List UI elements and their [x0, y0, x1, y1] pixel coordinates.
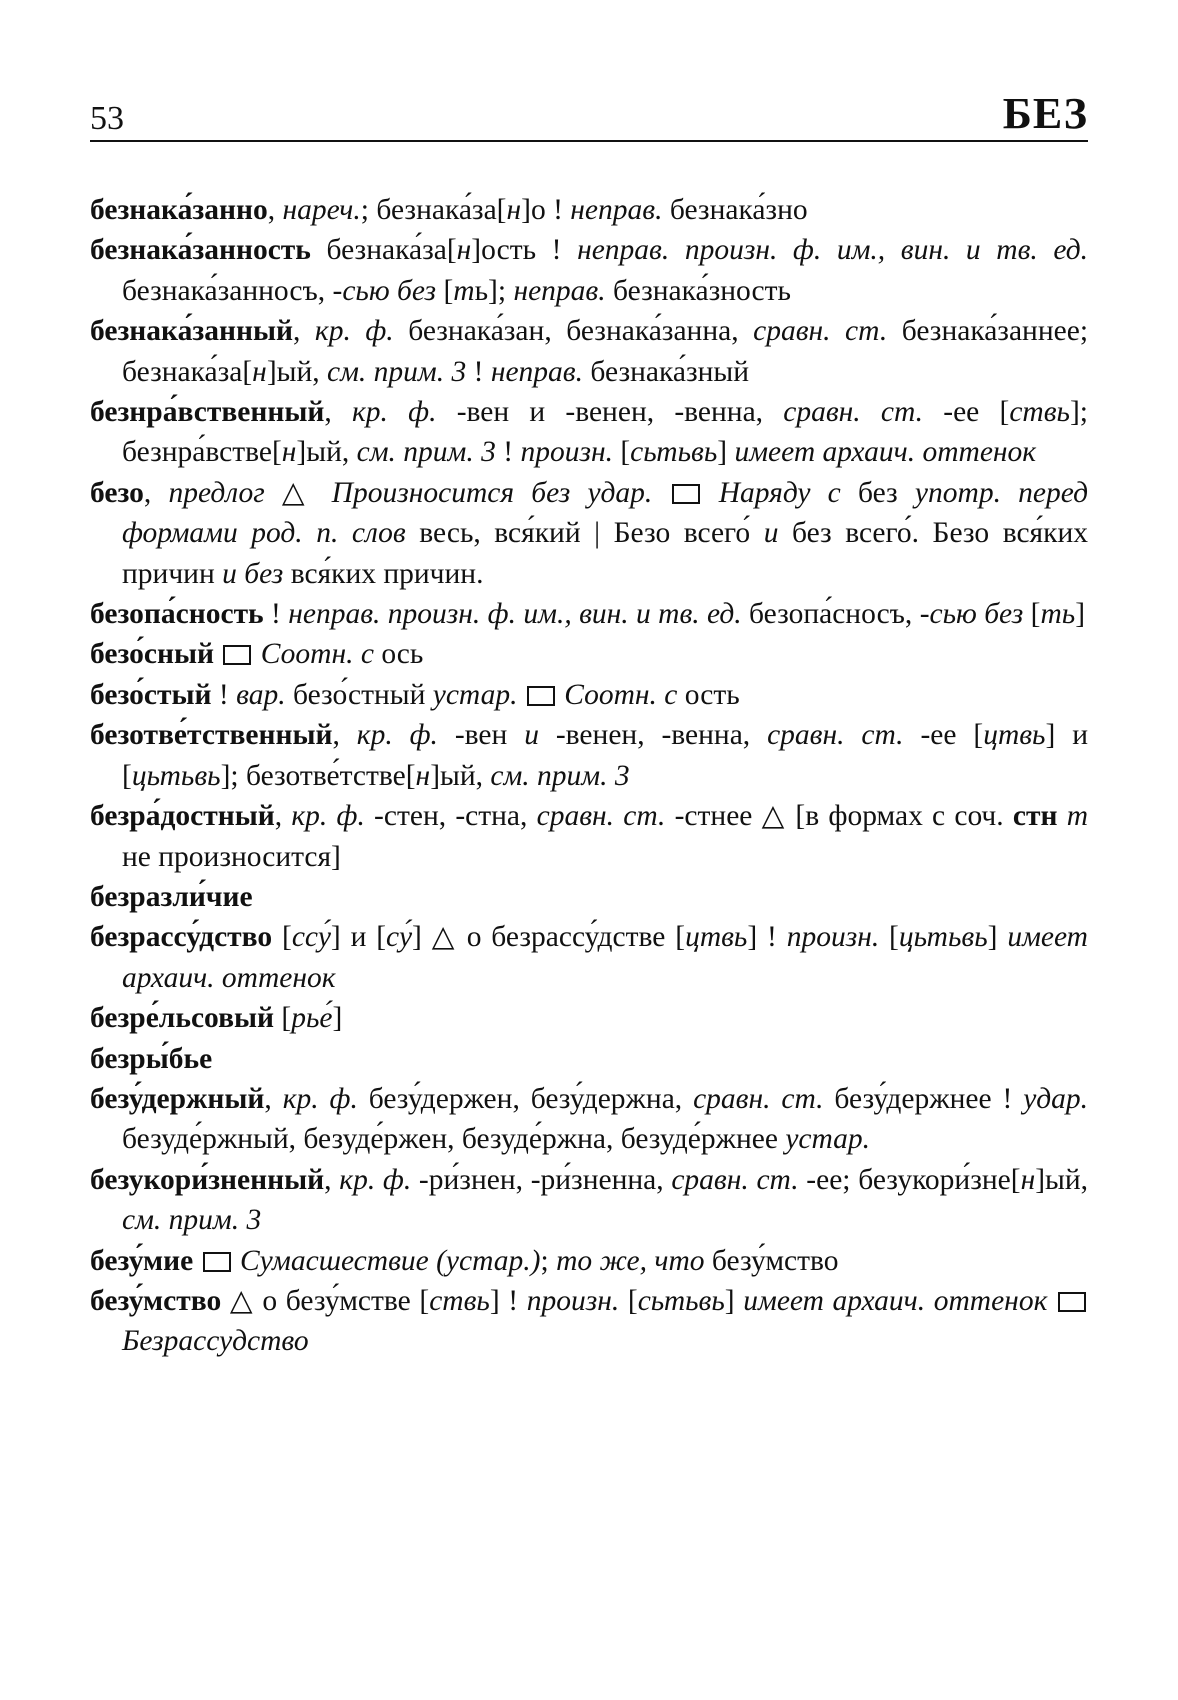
italic-note: см. прим. 3 [122, 1204, 262, 1237]
italic-note: сравн. ст. [671, 1163, 799, 1196]
italic-note: неправ. [513, 274, 606, 307]
italic-note: ть [1040, 598, 1076, 631]
entry-headword: безотве́тственный [90, 719, 333, 752]
entry-text [1047, 1285, 1056, 1317]
entry-headword: безо́сный [90, 638, 215, 671]
entry-text [702, 477, 719, 509]
entry-text: безнака́за[ [310, 234, 457, 267]
entry-text: ]ый, [1035, 1163, 1089, 1196]
italic-note: устар. [785, 1123, 871, 1156]
italic-note: кр. ф. [282, 1082, 358, 1115]
entry-text: ! [211, 678, 237, 711]
entry-text: безнака́зан, безнака́занна, [393, 315, 754, 348]
page-number: 53 [90, 100, 124, 137]
italic-note: то же, что [556, 1244, 705, 1277]
italic-note: -сью без [919, 598, 1024, 631]
dictionary-entry [90, 1281, 1088, 1362]
dictionary-entry [90, 998, 1088, 1038]
entry-text: -ри́знен, -ри́зненна, [411, 1163, 672, 1196]
italic-note: су́ [386, 921, 413, 954]
italic-note: ствь [429, 1284, 490, 1317]
entry-text: , [274, 800, 292, 833]
entry-text: ] и [ [122, 719, 1088, 792]
entry-text: ]ость ! [471, 234, 578, 267]
dictionary-entry [90, 190, 1088, 230]
entry-text: , [332, 719, 357, 752]
entry-text [517, 679, 524, 711]
entry-text: ] [724, 1284, 744, 1317]
entry-text: безнака́зный [583, 355, 750, 388]
entry-text: ! [466, 355, 491, 388]
entry-text: , [143, 476, 169, 509]
italic-note: и [763, 517, 779, 550]
entry-text: ]; безотве́тстве[ [220, 759, 416, 792]
italic-note: ствь [1009, 396, 1070, 429]
entry-text [233, 1245, 240, 1277]
italic-note: н [415, 759, 431, 792]
italic-note: имеет архаич. оттенок [122, 921, 1088, 994]
italic-note: см. прим. 3 [490, 759, 630, 792]
italic-note: удар. [1023, 1082, 1089, 1115]
entry-text: не произносится] [122, 840, 341, 873]
entry-text: , [324, 1163, 340, 1196]
entry-text: безо́стный [285, 678, 433, 711]
entry-headword: безукори́зненный [90, 1163, 325, 1196]
italic-note: т [453, 274, 475, 307]
italic-note: неправ. произн. ф. им., вин. и тв. ед. [577, 234, 1088, 267]
entry-text: безнака́заннее; безнака́за[ [122, 315, 1089, 388]
entry-headword: безнака́занно [90, 194, 268, 226]
box-symbol-icon [1058, 1292, 1086, 1312]
entry-text: -ее [ [923, 396, 1010, 429]
dictionary-entry [90, 715, 1088, 796]
entry-text: ось [373, 638, 424, 671]
entry-text: △ о безу́мстве [ [221, 1284, 430, 1317]
entry-text: безу́держен, безу́держна, [357, 1082, 694, 1115]
italic-note: и без [222, 557, 284, 590]
italic-note: и [524, 719, 539, 752]
italic-note: предлог [168, 476, 265, 509]
entry-text: , [293, 315, 315, 348]
italic-note: н [506, 194, 522, 226]
italic-note: нареч. [282, 194, 361, 226]
entry-text: без [840, 476, 915, 509]
italic-note: н [456, 234, 472, 267]
italic-note: -сью без [332, 274, 437, 307]
dictionary-entry [90, 1039, 1088, 1079]
italic-note: сравн. ст. [753, 315, 888, 348]
entry-text: безу́держнее ! [823, 1082, 1024, 1115]
page-header [90, 80, 1088, 136]
entry-text: без всего́. Безо вся́ких причин [122, 517, 1088, 590]
entry-text: [ [879, 921, 899, 954]
italic-note: неправ. [490, 355, 583, 388]
entry-text: ! [495, 436, 521, 469]
italic-note: употр. перед формами род. п. слов [122, 476, 1089, 550]
dictionary-entry [90, 1160, 1088, 1241]
entry-text: ] [1075, 598, 1086, 631]
bold-text: стн [1012, 800, 1058, 833]
italic-note: сравн. ст. [783, 396, 924, 429]
entry-text: ]ый, [296, 436, 357, 469]
italic-note: сравн. ст. [693, 1082, 824, 1115]
entry-text: ]ый, [266, 355, 327, 388]
entry-text: , [324, 396, 352, 429]
entry-text: ость [677, 678, 740, 711]
entry-text: ] ! [747, 921, 787, 954]
entry-text: ]ый, [430, 759, 491, 792]
entry-headword: безу́мие [90, 1244, 194, 1277]
dictionary-entry [90, 473, 1088, 594]
dictionary-page [90, 80, 1088, 1362]
entry-text: ь]; [474, 274, 514, 307]
entry-text: , [267, 194, 283, 226]
entry-text [1057, 800, 1066, 832]
entry-headword: безнака́занный [90, 315, 293, 348]
dictionary-entry [90, 796, 1088, 877]
entry-text: [ [619, 1284, 638, 1317]
entry-headword: безразли́чие [90, 880, 253, 913]
italic-note: Сумасшествие (устар.) [240, 1244, 541, 1277]
dictionary-entry [90, 392, 1088, 473]
italic-note: сравн. ст. [767, 719, 904, 752]
italic-note: н [1020, 1163, 1036, 1196]
entry-text: вся́ких причин. [283, 557, 484, 590]
entry-text: -вен [437, 719, 525, 752]
entry-headword: безре́льсовый [90, 1002, 275, 1035]
italic-note: сравн. ст. [536, 800, 666, 833]
italic-note: произн. [526, 1284, 620, 1317]
entry-text: ] и [ [330, 921, 387, 954]
entry-headword: безопа́сность [90, 598, 264, 631]
entry-text: ] ! [489, 1284, 527, 1317]
italic-note: кр. ф. [291, 800, 365, 833]
italic-note: кр. ф. [314, 315, 394, 348]
entry-headword: безрассу́дство [90, 921, 273, 954]
italic-note: н [281, 436, 297, 469]
entry-text: ]; безнра́встве[ [122, 396, 1088, 469]
dictionary-entry [90, 634, 1088, 674]
italic-note: кр. ф. [352, 396, 437, 429]
box-symbol-icon [527, 686, 555, 706]
entry-text: ] △ о безрассу́дстве [ [412, 921, 686, 954]
entry-text: [ [436, 274, 454, 307]
box-symbol-icon [223, 645, 251, 665]
italic-note: Безрассудство [122, 1325, 309, 1358]
italic-note: Наряду с [718, 476, 841, 509]
dictionary-entry [90, 675, 1088, 715]
entry-text: безнака́зность [605, 274, 791, 307]
entry-text: -стен, -стна, [364, 800, 537, 833]
entry-text: -ее; безукори́зне[ [798, 1163, 1021, 1196]
italic-note: кр. ф. [339, 1163, 412, 1196]
entry-text: ]о ! [521, 194, 571, 226]
entry-text: безнака́зно [662, 194, 808, 226]
entry-headword: безнака́занность [90, 234, 311, 267]
italic-note: н [252, 355, 267, 388]
entry-text: -венен, -венна, [538, 719, 768, 752]
italic-note: цьтьвь [131, 759, 221, 792]
italic-note: см. прим. 3 [327, 355, 467, 388]
entry-text: -вен и -венен, -венна, [436, 396, 784, 429]
italic-note: произн. [520, 436, 613, 469]
italic-note: цтвь [983, 719, 1046, 752]
entry-text [253, 638, 260, 670]
italic-note: вар. [236, 678, 286, 711]
italic-note: цьтьвь [898, 921, 988, 954]
entry-headword: безо́стый [90, 678, 212, 711]
italic-note: сьтьвь [630, 436, 718, 469]
running-head: БЕЗ [1002, 89, 1088, 138]
entry-text: △ [264, 476, 332, 509]
entry-text: [ [274, 1002, 292, 1035]
italic-note: рье́ [291, 1002, 333, 1035]
italic-note: Произносится без удар. [331, 476, 653, 509]
entry-headword: безу́держный [90, 1082, 265, 1115]
dictionary-entry [90, 1079, 1088, 1160]
dictionary-entry [90, 311, 1088, 392]
italic-note: см. прим. 3 [356, 436, 496, 469]
box-symbol-icon [672, 484, 700, 504]
entry-text: ] [987, 921, 1008, 954]
entry-text: -ее [ [903, 719, 984, 752]
dictionary-entry [90, 917, 1088, 998]
entry-headword: безу́мство [90, 1284, 222, 1317]
italic-note: произн. [786, 921, 880, 954]
entry-text [214, 638, 221, 670]
italic-note: цтвь [685, 921, 748, 954]
entry-text: ; безнака́за[ [360, 194, 507, 226]
italic-note: сьтьвь [637, 1284, 725, 1317]
entry-text: [ [612, 436, 631, 469]
italic-note: Соотн. с [564, 678, 678, 711]
dictionary-entry [90, 877, 1088, 917]
italic-note: Соотн. с [260, 638, 374, 671]
entry-text: ] [717, 436, 735, 469]
entry-text: безу́мство [704, 1244, 839, 1277]
entry-list [90, 190, 1088, 1362]
box-symbol-icon [203, 1252, 231, 1272]
header-rule [90, 140, 1088, 142]
entry-text [193, 1245, 200, 1277]
entry-text: ; [540, 1244, 557, 1277]
entry-text: ! [263, 598, 289, 631]
italic-note: ссу́ [291, 921, 331, 954]
entry-headword: безры́бье [90, 1042, 213, 1075]
dictionary-entry [90, 230, 1088, 311]
italic-note: кр. ф. [356, 719, 438, 752]
italic-note: имеет архаич. оттенок [743, 1284, 1048, 1317]
entry-text: [ [272, 921, 292, 954]
italic-note: устар. [432, 678, 518, 711]
entry-headword: безра́достный [90, 800, 275, 833]
entry-headword: безо [90, 476, 144, 509]
entry-text [652, 477, 669, 509]
entry-text: безуде́ржный, безуде́ржен, безуде́ржна, безуде́ржнее [122, 1123, 786, 1156]
entry-headword: безнра́вственный [90, 396, 325, 429]
italic-note: неправ. [570, 194, 663, 226]
entry-text: безнака́занносъ, [122, 274, 333, 307]
dictionary-entry [90, 1241, 1088, 1281]
entry-text: безопа́сносъ, [741, 598, 920, 631]
entry-text: ] [332, 1002, 343, 1035]
entry-text: [ [1023, 598, 1041, 631]
italic-note: имеет архаич. оттенок [734, 436, 1037, 469]
italic-note: неправ. произн. ф. им., вин. и тв. ед. [288, 598, 742, 631]
italic-note: т [1066, 800, 1089, 833]
entry-text: весь, вся́кий | Безо всего́ [405, 517, 764, 550]
entry-text: , [264, 1082, 283, 1115]
entry-text: -стнее △ [в формах с соч. [665, 800, 1013, 833]
dictionary-entry [90, 594, 1088, 634]
